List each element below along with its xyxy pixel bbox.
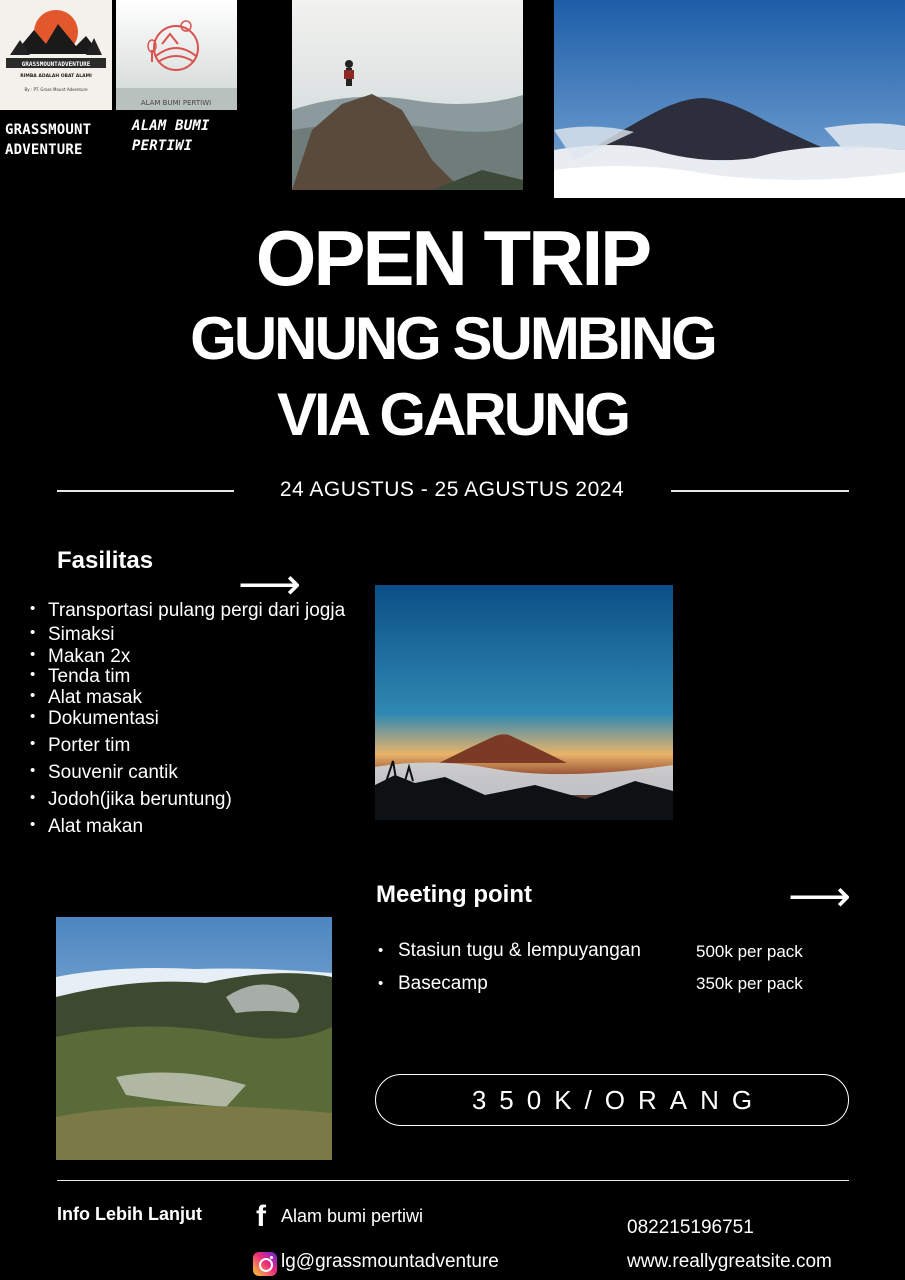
facility-item: • Tenda tim <box>30 666 345 687</box>
crater-photo <box>56 917 332 1160</box>
volcano-photo <box>554 0 905 198</box>
facebook-icon[interactable]: f <box>256 1200 266 1233</box>
facility-item: • Souvenir cantik <box>30 762 345 789</box>
arrow-right-icon: ⟶ <box>238 560 302 609</box>
meeting-list <box>378 940 641 1006</box>
website-link[interactable]: www.reallygreatsite.com <box>627 1251 832 1272</box>
grassmount-logo <box>0 0 112 110</box>
instagram-icon[interactable] <box>253 1252 277 1276</box>
meeting-price: 500k per pack <box>696 942 803 961</box>
facility-item: • Porter tim <box>30 735 345 762</box>
facilities-list <box>30 600 345 843</box>
info-label: Info Lebih Lanjut <box>57 1204 202 1224</box>
price-pill: 350K/ORANG <box>375 1074 849 1126</box>
brand1-label: GRASSMOUNT ADVENTURE <box>5 122 92 158</box>
meeting-heading: Meeting point <box>376 881 532 908</box>
meeting-point-item: • Basecamp <box>378 973 641 1006</box>
facility-item: • Makan 2x <box>30 646 345 666</box>
facility-item: • Dokumentasi <box>30 708 345 735</box>
divider-right <box>671 490 849 492</box>
arrow-right-icon: ⟶ <box>788 872 852 921</box>
facilities-heading: Fasilitas <box>57 547 154 574</box>
brand2-label: ALAM BUMI PERTIWI <box>132 118 210 154</box>
meeting-price: 350k per pack <box>696 974 803 993</box>
facility-item: • Alat masak <box>30 687 345 708</box>
logo-top-text: GRASSMOUNTADVENTURE <box>21 61 91 68</box>
title-line-2: GUNUNG SUMBING <box>190 305 715 372</box>
logo2-caption: ALAM BUMI PERTIWI <box>140 99 212 107</box>
facility-item: • Simaksi <box>30 624 345 646</box>
sumbing-sunset-photo <box>375 585 673 820</box>
facebook-link[interactable]: Alam bumi pertiwi <box>281 1206 424 1226</box>
grassmount-logo-art <box>0 0 112 110</box>
facility-item: • Alat makan <box>30 816 345 843</box>
logo-tagline: RIMBA ADALAH OBAT ALAMI <box>20 74 92 79</box>
facility-item: • Jodoh(jika beruntung) <box>30 789 345 816</box>
hiker-photo <box>292 0 523 190</box>
instagram-link[interactable]: lg@grassmountadventure <box>281 1251 499 1272</box>
footer-divider <box>57 1180 849 1181</box>
divider-left <box>57 490 234 492</box>
alam-bumi-logo <box>116 0 237 110</box>
phone-number[interactable]: 082215196751 <box>627 1217 754 1238</box>
title-line-1: OPEN TRIP <box>255 214 650 302</box>
logo-by: By : PT. Grass Mount Adventure <box>24 87 88 92</box>
trip-date: 24 AGUSTUS - 25 AGUSTUS 2024 <box>279 478 625 501</box>
alam-bumi-logo-art <box>116 0 237 110</box>
meeting-point-item: • Stasiun tugu & lempuyangan <box>378 940 641 973</box>
title-line-3: VIA GARUNG <box>276 381 629 448</box>
facility-item: • Transportasi pulang pergi dari jogja <box>30 600 345 624</box>
